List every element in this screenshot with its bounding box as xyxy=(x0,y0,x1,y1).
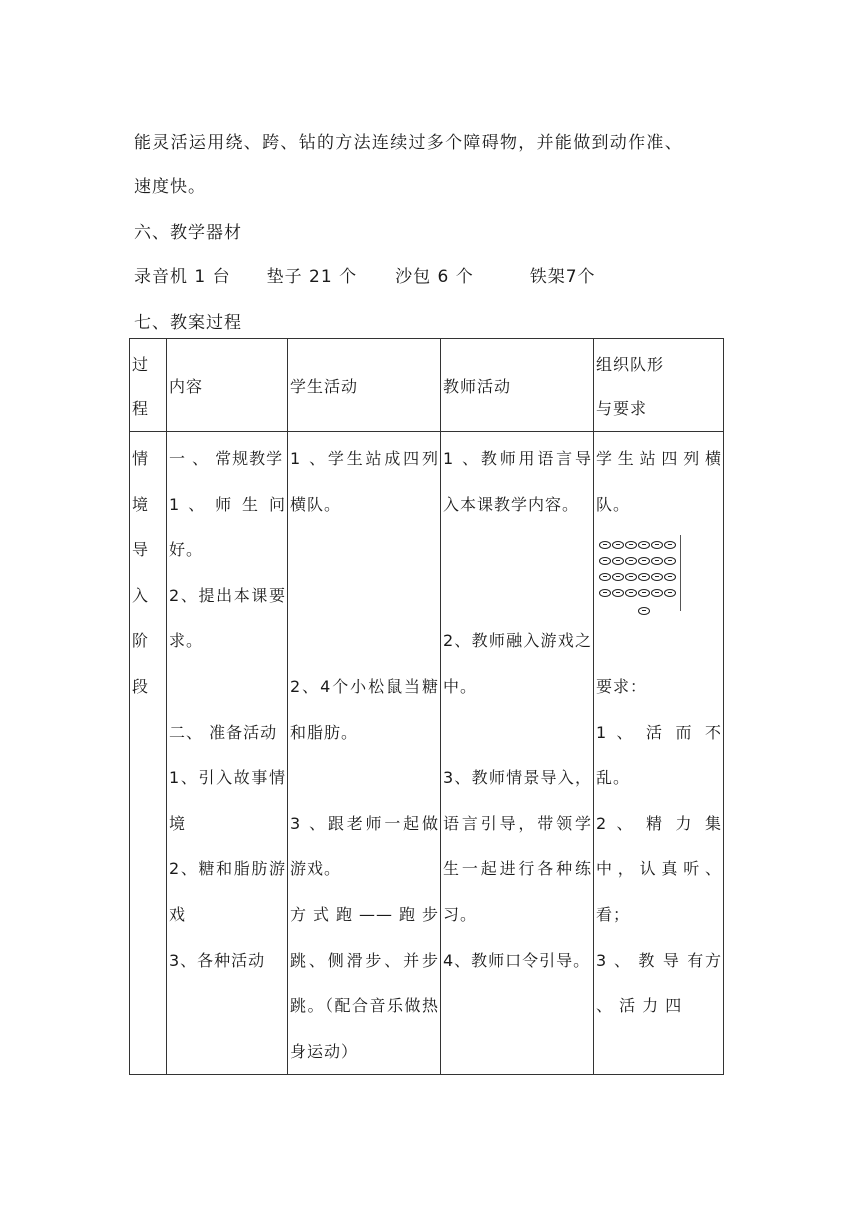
header-teacher-activity: 教师活动 xyxy=(441,339,594,432)
student-icon xyxy=(612,541,624,549)
student-icon xyxy=(664,557,676,565)
student-icon xyxy=(625,573,637,581)
student-icon xyxy=(625,589,637,597)
header-process: 过程 xyxy=(130,339,167,432)
table-header-row xyxy=(130,339,724,432)
section-heading-process: 七、教案过程 xyxy=(134,313,242,333)
student-icon xyxy=(638,589,650,597)
header-organization-line1: 组织队形 xyxy=(596,355,665,374)
header-student-activity: 学生活动 xyxy=(288,339,441,432)
content-item: 1、引入故事情境 xyxy=(169,768,286,833)
requirement-item: 3 、 教 导 有方 、 活 力 四 xyxy=(596,950,722,1016)
student-icon xyxy=(599,557,611,565)
organization-cell xyxy=(594,432,724,1075)
content-cell xyxy=(167,432,288,1075)
teacher-activity-item: 3、教师情景导入，语言引导，带领学生一起进行各种练习。 xyxy=(443,768,592,924)
equipment-item: 垫子 21 个 xyxy=(266,267,358,287)
student-icon xyxy=(638,541,650,549)
header-organization xyxy=(594,339,724,432)
student-activity-cell xyxy=(288,432,441,1075)
student-activity-item: 3 、跟老师一起做游戏。 xyxy=(290,813,439,879)
student-icon xyxy=(625,541,637,549)
header-organization-line2: 与要求 xyxy=(596,399,648,418)
stage-cell: 情境导入阶段 xyxy=(130,432,167,1075)
teacher-activity-item: 1 、教师用语言导入本课教学内容。 xyxy=(443,449,592,514)
student-icon xyxy=(612,573,624,581)
student-icon xyxy=(651,573,663,581)
student-icon xyxy=(599,541,611,549)
section-heading-equipment: 六、教学器材 xyxy=(134,223,242,243)
student-icon xyxy=(638,557,650,565)
teacher-activity-cell xyxy=(441,432,594,1075)
teacher-activity-item: 4、教师口令引导。 xyxy=(443,950,591,970)
student-icon xyxy=(612,557,624,565)
requirement-item: 1 、 活 而 不乱。 xyxy=(596,722,722,788)
formation-diagram xyxy=(596,527,722,618)
student-icon xyxy=(664,573,676,581)
requirements-label: 要求： xyxy=(596,676,648,696)
teacher-position xyxy=(638,607,650,615)
formation-row xyxy=(599,541,676,549)
body-text-line: 速度快。 xyxy=(134,177,206,197)
content-item: 2、糖和脂肪游戏 xyxy=(169,859,286,924)
student-icon xyxy=(625,557,637,565)
student-icon xyxy=(638,573,650,581)
teacher-activity-item: 2、教师融入游戏之中。 xyxy=(443,631,592,696)
equipment-item: 铁架7个 xyxy=(529,267,596,287)
student-activity-item: 2、4个小松鼠当糖和脂肪。 xyxy=(290,676,439,742)
equipment-item: 沙包 6 个 xyxy=(395,267,474,287)
student-icon xyxy=(599,573,611,581)
content-item: 1 、 师 生 问好。 xyxy=(169,494,286,560)
header-content: 内容 xyxy=(167,339,288,432)
student-activity-item: 方式跑——跑步跳、侧滑步、并步跳。（配合音乐做热身运动） xyxy=(290,904,439,1061)
student-icon xyxy=(651,589,663,597)
content-item: 3、各种活动 xyxy=(169,950,266,970)
content-item: 2、提出本课要求。 xyxy=(169,585,286,651)
formation-row xyxy=(599,589,676,597)
lesson-plan-table xyxy=(129,338,724,1075)
student-icon xyxy=(612,589,624,597)
equipment-item: 录音机 1 台 xyxy=(134,267,231,287)
student-icon xyxy=(664,589,676,597)
requirement-item: 2 、 精 力 集中，认真听、看； xyxy=(596,813,722,924)
formation-row xyxy=(599,557,676,565)
student-icon xyxy=(651,557,663,565)
content-item: 一 、 常规教学 xyxy=(169,449,284,468)
teacher-icon xyxy=(638,607,650,615)
student-activity-item: 1 、学生站成四列横队。 xyxy=(290,449,439,514)
formation-divider xyxy=(680,535,681,611)
formation-row xyxy=(599,573,676,581)
organization-text: 学生站四列横队。 xyxy=(596,449,722,514)
equipment-list xyxy=(134,262,596,287)
student-icon xyxy=(599,589,611,597)
table-row xyxy=(130,432,724,1075)
body-text-line: 能灵活运用绕、跨、钻的方法连续过多个障碍物，并能做到动作准、 xyxy=(134,133,683,153)
student-icon xyxy=(664,541,676,549)
student-icon xyxy=(651,541,663,549)
content-item: 二、 准备活动 xyxy=(169,722,278,742)
